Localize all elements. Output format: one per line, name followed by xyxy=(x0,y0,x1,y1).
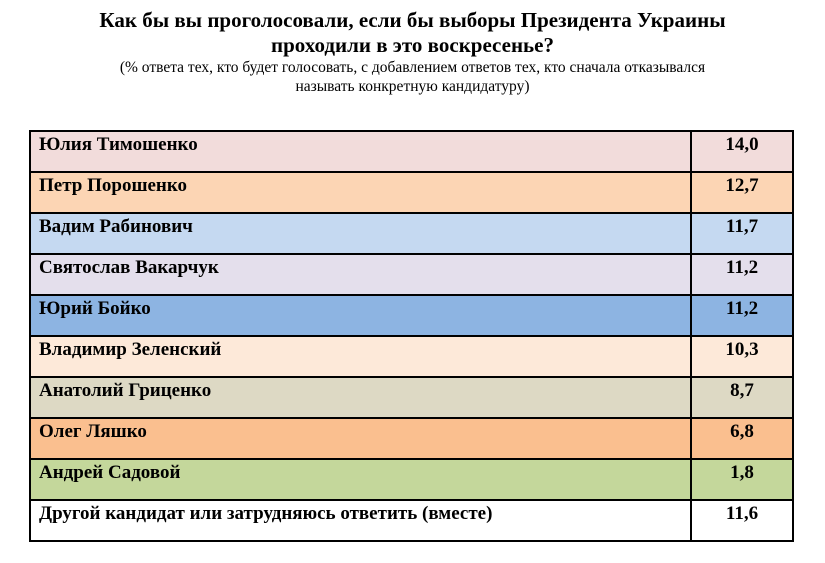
candidate-percent: 12,7 xyxy=(691,172,793,213)
candidate-percent: 14,0 xyxy=(691,131,793,172)
candidate-name: Вадим Рабинович xyxy=(30,213,691,254)
table-row xyxy=(30,172,793,213)
candidate-name: Анатолий Гриценко xyxy=(30,377,691,418)
table-row xyxy=(30,418,793,459)
table-row xyxy=(30,131,793,172)
chart-title-block xyxy=(0,8,825,96)
candidate-name: Андрей Садовой xyxy=(30,459,691,500)
candidate-percent: 10,3 xyxy=(691,336,793,377)
candidate-name: Олег Ляшко xyxy=(30,418,691,459)
candidate-percent: 11,6 xyxy=(691,500,793,541)
candidate-percent: 8,7 xyxy=(691,377,793,418)
candidate-percent: 6,8 xyxy=(691,418,793,459)
table-row xyxy=(30,459,793,500)
table-row xyxy=(30,377,793,418)
chart-subtitle-line-2: называть конкретную кандидатуру) xyxy=(295,78,530,95)
chart-title-line-1: Как бы вы проголосовали, если бы выборы Президента Украины xyxy=(99,8,726,32)
candidate-name: Юлия Тимошенко xyxy=(30,131,691,172)
candidate-percent: 1,8 xyxy=(691,459,793,500)
chart-subtitle-line-1: (% ответа тех, кто будет голосовать, с добавлением ответов тех, кто сначала отказывался xyxy=(119,59,706,76)
candidate-percent: 11,2 xyxy=(691,295,793,336)
table-row xyxy=(30,500,793,541)
candidate-name: Святослав Вакарчук xyxy=(30,254,691,295)
candidate-name: Юрий Бойко xyxy=(30,295,691,336)
table-row xyxy=(30,336,793,377)
candidate-percent: 11,7 xyxy=(691,213,793,254)
table-row xyxy=(30,295,793,336)
poll-results-body xyxy=(30,131,793,541)
table-row xyxy=(30,213,793,254)
chart-title-line-2: проходили в это воскресенье? xyxy=(271,33,554,57)
candidate-percent: 11,2 xyxy=(691,254,793,295)
candidate-name: Владимир Зеленский xyxy=(30,336,691,377)
poll-results-table xyxy=(29,130,794,542)
candidate-name: Другой кандидат или затрудняюсь ответить (вместе) xyxy=(30,500,691,541)
candidate-name: Петр Порошенко xyxy=(30,172,691,213)
table-row xyxy=(30,254,793,295)
